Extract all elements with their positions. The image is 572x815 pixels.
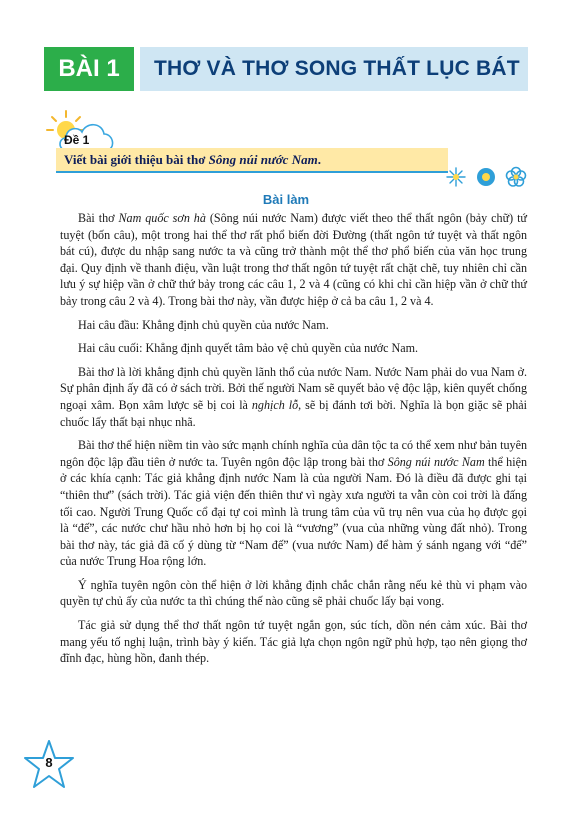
essay-body — [60, 210, 527, 674]
paragraph-text: thể hiện ở các khía cạnh: Tác giả khẳng định nước Nam là của người Nam. Đó là điều đã được ghi tại “thiên thư” (sách trời). Tác giả viện đến thiên thư vì ngày xưa người ta vẫn còn coi trời là đấng tối cao. Người Trung Quốc cổ đại tự coi mình là trung tâm của vũ trụ nên vua của họ được gọi là “đế”, các nước chư hầu nhỏ hơn bị họ coi là “vương” (vua của những vùng đất nhỏ). Trong bài thơ này, tác giả đã cố ý dùng từ “Nam đế” (vua nước Nam) để hàm ý sánh ngang với “đế” của nước Trung Hoa rộng lớn. — [60, 454, 527, 569]
paragraph-text: Bài thơ — [78, 211, 119, 225]
paragraph-text: , sẽ bị đánh tơi bời. Nghĩa là bọn giặc sẽ phải chuốc lấy thất bại nhục nhã. — [60, 397, 527, 429]
page-number: 8 — [45, 755, 53, 770]
prompt-box — [56, 148, 448, 173]
paragraph-italic: nghịch lỗ — [251, 397, 299, 412]
flower-decoration-icon — [444, 164, 534, 190]
paragraph: Tác giả sử dụng thể thơ thất ngôn tứ tuyệt ngắn gọn, súc tích, dồn nén cảm xúc. Bài thơ mang yếu tố nghị luận, trình bày ý kiến. Tác giả lựa chọn ngôn ngữ phủ hợp, tạo nên giọng thơ đĩnh đạc, hùng hồn, đanh thép. — [60, 618, 527, 666]
prompt-label: Đề 1 — [64, 133, 90, 147]
paragraph: Hai câu đầu: Khẳng định chủ quyền của nước Nam. — [78, 317, 329, 332]
paragraph — [60, 210, 527, 310]
paragraph: Hai câu cuối: Khẳng định quyết tâm bảo vệ chủ quyền của nước Nam. — [78, 341, 419, 356]
prompt-text-prefix: Viết bài giới thiệu bài thơ — [64, 152, 209, 167]
paragraph — [60, 364, 527, 430]
prompt-text-suffix: . — [317, 152, 321, 167]
paragraph-italic: Sông núi nước Nam — [387, 454, 485, 469]
lesson-banner — [44, 47, 528, 91]
paragraph — [60, 437, 527, 570]
lesson-title: THƠ VÀ THƠ SONG THẤT LỤC BÁT — [140, 47, 528, 91]
section-title: Bài làm — [262, 192, 310, 207]
paragraph-italic: Nam quốc sơn hà — [118, 211, 206, 225]
paragraph: Ý nghĩa tuyên ngôn còn thể hiện ở lời khẳng định chắc chắn rằng nếu kẻ thù vi phạm vào quyền tự chủ ấy của nước ta thì chúng thế nào cũng sẽ phải chuốc lấy bại vong. — [60, 577, 527, 609]
paragraph-text: Bài thơ thể hiện niềm tin vào sức mạnh chính nghĩa của dân tộc ta có thể xem như bản tuyên ngôn độc lập đầu tiên ở nước ta. Tuyên ngôn độc lập trong bài thơ — [60, 438, 527, 469]
prompt-text-italic: Sông núi nước Nam — [208, 152, 318, 167]
paragraph-text: Bài thơ là lời khẳng định chủ quyền lãnh thổ của nước Nam. Nước Nam phải do vua Nam ở. Sự phân định ấy đã có ở sách trời. Bởi thế người Nam sẽ quyết bảo vệ độc lập, kiên quyết chống ngoại xâm. Bọn xâm lược sẽ bị coi là — [60, 364, 527, 412]
lesson-number: BÀI 1 — [44, 47, 134, 91]
paragraph-text: (Sông núi nước Nam) được viết theo thể thất ngôn (bảy chữ) tứ tuyệt (bốn câu), một trong hai thể thơ rất phổ biến đời Đường (thất ngôn tứ tuyệt và thất ngôn bát cú), được du nhập sang nước ta và cũng trở thành một thể thơ phổ biến của văn học trung đại. Quy định về thanh điệu, vần luật trong thơ thất ngôn tứ tuyệt rất chặt chẽ, tuy nhiên chỉ cần lưu ý sự hiệp vần ở chữ thứ bảy trong các câu 1, 2 và 4 (cũng có khi chỉ cần hiệp vần ở chữ thứ bảy trong câu 2 và 4). Trong bài thơ này, vần được hiệp ở cả ba câu 1, 2 và 4. — [60, 211, 527, 308]
